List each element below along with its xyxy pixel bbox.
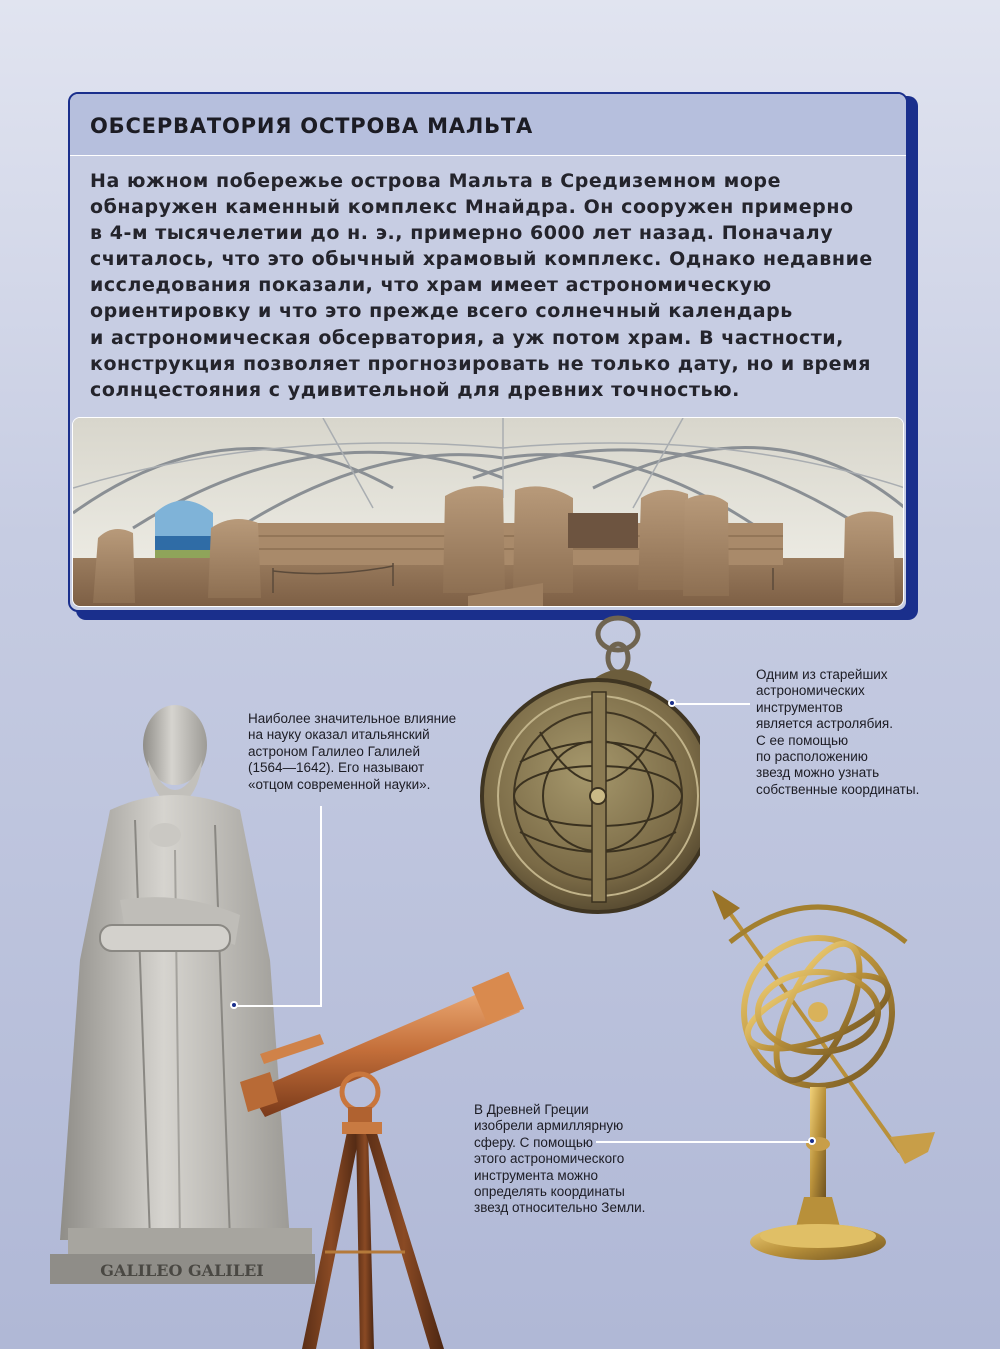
- armillary-caption-line: сферу. С помощью: [474, 1134, 593, 1150]
- info-text-line: солнцестояния с удивительной для древних точностью.: [90, 378, 740, 401]
- armillary-caption: [474, 1102, 645, 1217]
- astrolabe-caption-line: звезд можно узнать: [756, 765, 880, 781]
- armillary-caption-line: инструмента можно: [474, 1167, 599, 1183]
- galileo-caption-line: астроном Галилео Галилей: [248, 743, 420, 759]
- galileo-caption-line: Наиболее значительное влияние: [248, 711, 457, 726]
- astrolabe-caption: [756, 667, 919, 798]
- info-box-header: [70, 94, 906, 156]
- info-box-text: [90, 168, 890, 403]
- armillary-leader-dot: [808, 1137, 816, 1145]
- astrolabe-caption-line: инструментов: [756, 699, 843, 715]
- statue-inscription: GALILEO GALILEI: [100, 1261, 264, 1280]
- astrolabe-illustration: [480, 612, 700, 952]
- info-text-line: ориентировку и что это прежде всего солнечный календарь: [90, 300, 793, 323]
- info-text-line: в 4-м тысячелетии до н. э., примерно 6000 лет назад. Поначалу: [90, 222, 834, 245]
- armillary-caption-line: изобрели армиллярную: [474, 1118, 624, 1134]
- astrolabe-caption-line: собственные координаты.: [756, 781, 920, 797]
- astrolabe-leader: [674, 703, 750, 705]
- info-text-line: исследования показали, что храм имеет астрономическую: [90, 274, 772, 297]
- galileo-leader-horizontal: [236, 1005, 322, 1007]
- armillary-sphere-illustration: [700, 882, 960, 1272]
- galileo-caption-line: «отцом современной науки».: [248, 776, 431, 792]
- info-text-line: обнаружен каменный комплекс Мнайдра. Он сооружен примерно: [90, 196, 854, 219]
- astrolabe-caption-line: астрономических: [756, 683, 865, 699]
- armillary-caption-line: звезд относительно Земли.: [474, 1200, 646, 1216]
- galileo-caption-line: (1564—1642). Его называют: [248, 760, 425, 776]
- info-text-line: На южном побережье острова Мальта в Средиземном море: [90, 170, 782, 192]
- armillary-caption-line: этого астрономического: [474, 1151, 625, 1167]
- astrolabe-caption-line: Одним из старейших: [756, 667, 888, 682]
- info-text-line: считалось, что это обычный храмовый комплекс. Однако недавние: [90, 248, 873, 271]
- galileo-leader-dot: [230, 1001, 238, 1009]
- galileo-leader-vertical: [320, 806, 322, 1006]
- astrolabe-caption-line: является астролябия.: [756, 716, 893, 732]
- info-box-title: ОБСЕРВАТОРИЯ ОСТРОВА МАЛЬТА: [90, 114, 534, 138]
- astrolabe-caption-line: С ее помощью: [756, 732, 849, 748]
- info-box: [68, 92, 908, 612]
- astrolabe-leader-dot: [668, 699, 676, 707]
- galileo-caption-line: на науку оказал итальянский: [248, 727, 430, 743]
- info-text-line: конструкция позволяет прогнозировать не только дату, но и время: [90, 352, 871, 375]
- armillary-caption-line: определять координаты: [474, 1184, 625, 1200]
- galileo-caption: [248, 711, 456, 793]
- astrolabe-caption-line: по расположению: [756, 749, 868, 765]
- info-text-line: и астрономическая обсерватория, а уж потом храм. В частности,: [90, 326, 844, 349]
- armillary-leader: [596, 1141, 814, 1143]
- armillary-caption-line: В Древней Греции: [474, 1102, 589, 1117]
- mnajdra-panorama-photo: [72, 417, 904, 607]
